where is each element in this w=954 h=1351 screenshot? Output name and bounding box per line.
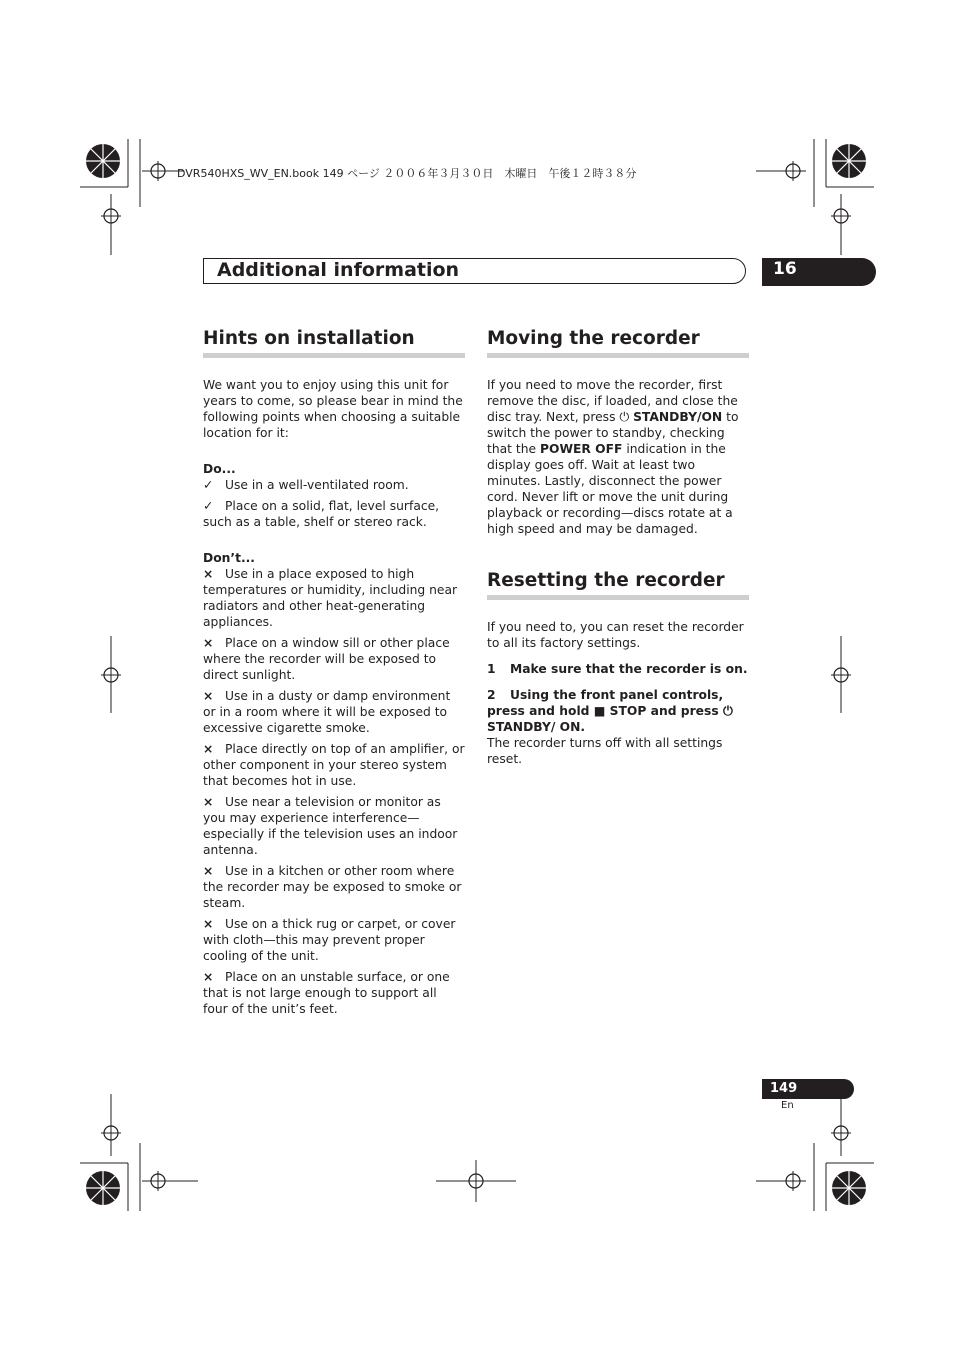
list-item: × Use on a thick rug or carpet, or cover with cloth—this may prevent proper cooling of the unit. [203, 917, 456, 963]
list-item: × Use in a dusty or damp environment or in a room where it will be exposed to excessive cigarette smoke. [203, 689, 451, 735]
bullet-mark-icon: × [203, 689, 214, 703]
print-header: DVR540HXS_WV_EN.book 149 ページ ２００６年３月３０日 木曜日 午後１２時３８分 [177, 167, 637, 180]
hints-heading: Hints on installation [203, 327, 465, 358]
bullet-mark-icon: × [203, 864, 214, 878]
bullet-mark-icon: × [203, 795, 214, 809]
power-icon: ⏻ [619, 410, 630, 424]
list-item: × Place directly on top of an amplifier, or other component in your stereo system that becomes hot in use. [203, 742, 465, 788]
standby-label: STANDBY/ON [633, 410, 723, 424]
list-item: ✓ Place on a solid, flat, level surface, such as a table, shelf or stereo rack. [203, 499, 440, 529]
resetting-section [487, 569, 749, 767]
bullet-mark-icon: × [203, 636, 214, 650]
page-number: 149 [770, 1081, 798, 1096]
dont-label: Don’t... [203, 551, 255, 565]
bullet-mark-icon: × [203, 742, 214, 756]
bullet-mark-icon: ✓ [203, 478, 214, 492]
moving-text: If you need to move the recorder, first remove the disc, if loaded, and close the disc tray. Next, press ⏻ STANDBY/ON to switch the power to standby, checking that the POWER OFF indication in the display goes off. Wait at least two minutes. Lastly, disconnect the power cord. Never lift or move the unit during playback or recording—discs rotate at a high speed and may be damaged. [487, 378, 739, 536]
list-item: × Use near a television or monitor as you may experience interference—especially if the television uses an indoor antenna. [203, 795, 458, 857]
power-icon: ⏻ [722, 704, 733, 718]
bullet-mark-icon: ✓ [203, 499, 214, 513]
right-column [487, 327, 749, 767]
left-column [203, 327, 465, 1022]
chapter-number: 16 [773, 259, 797, 279]
bullet-mark-icon: × [203, 970, 214, 984]
hints-intro: We want you to enjoy using this unit for years to come, so please bear in mind the following points when choosing a suitable location for it: [203, 378, 463, 440]
do-label: Do... [203, 462, 236, 476]
list-item: ✓ Use in a well-ventilated room. [203, 478, 409, 492]
resetting-heading: Resetting the recorder [487, 569, 749, 600]
bullet-mark-icon: × [203, 917, 214, 931]
moving-heading: Moving the recorder [487, 327, 749, 358]
list-item: × Use in a place exposed to high temperatures or humidity, including near radiators and other heat-generating appliances. [203, 567, 458, 629]
step-1: 1 Make sure that the recorder is on. [487, 662, 748, 676]
step-2: 2 Using the front panel controls, press and hold ■ STOP and press ⏻ STANDBY/ ON. [487, 688, 733, 734]
page-language: En [781, 1100, 794, 1111]
power-off-label: POWER OFF [539, 442, 623, 456]
list-item: × Place on an unstable surface, or one that is not large enough to support all four of the unit’s feet. [203, 970, 450, 1016]
do-list [203, 477, 465, 530]
list-item: × Use in a kitchen or other room where the recorder may be exposed to smoke or steam. [203, 864, 462, 910]
resetting-result: The recorder turns off with all settings reset. [487, 736, 723, 766]
dont-list [203, 566, 465, 1017]
chapter-title: Additional information [217, 259, 460, 281]
list-item: × Place on a window sill or other place where the recorder will be exposed to direct sunlight. [203, 636, 450, 682]
bullet-mark-icon: × [203, 567, 214, 581]
resetting-intro: If you need to, you can reset the recorder to all its factory settings. [487, 620, 744, 650]
stop-icon: ■ [593, 704, 606, 718]
